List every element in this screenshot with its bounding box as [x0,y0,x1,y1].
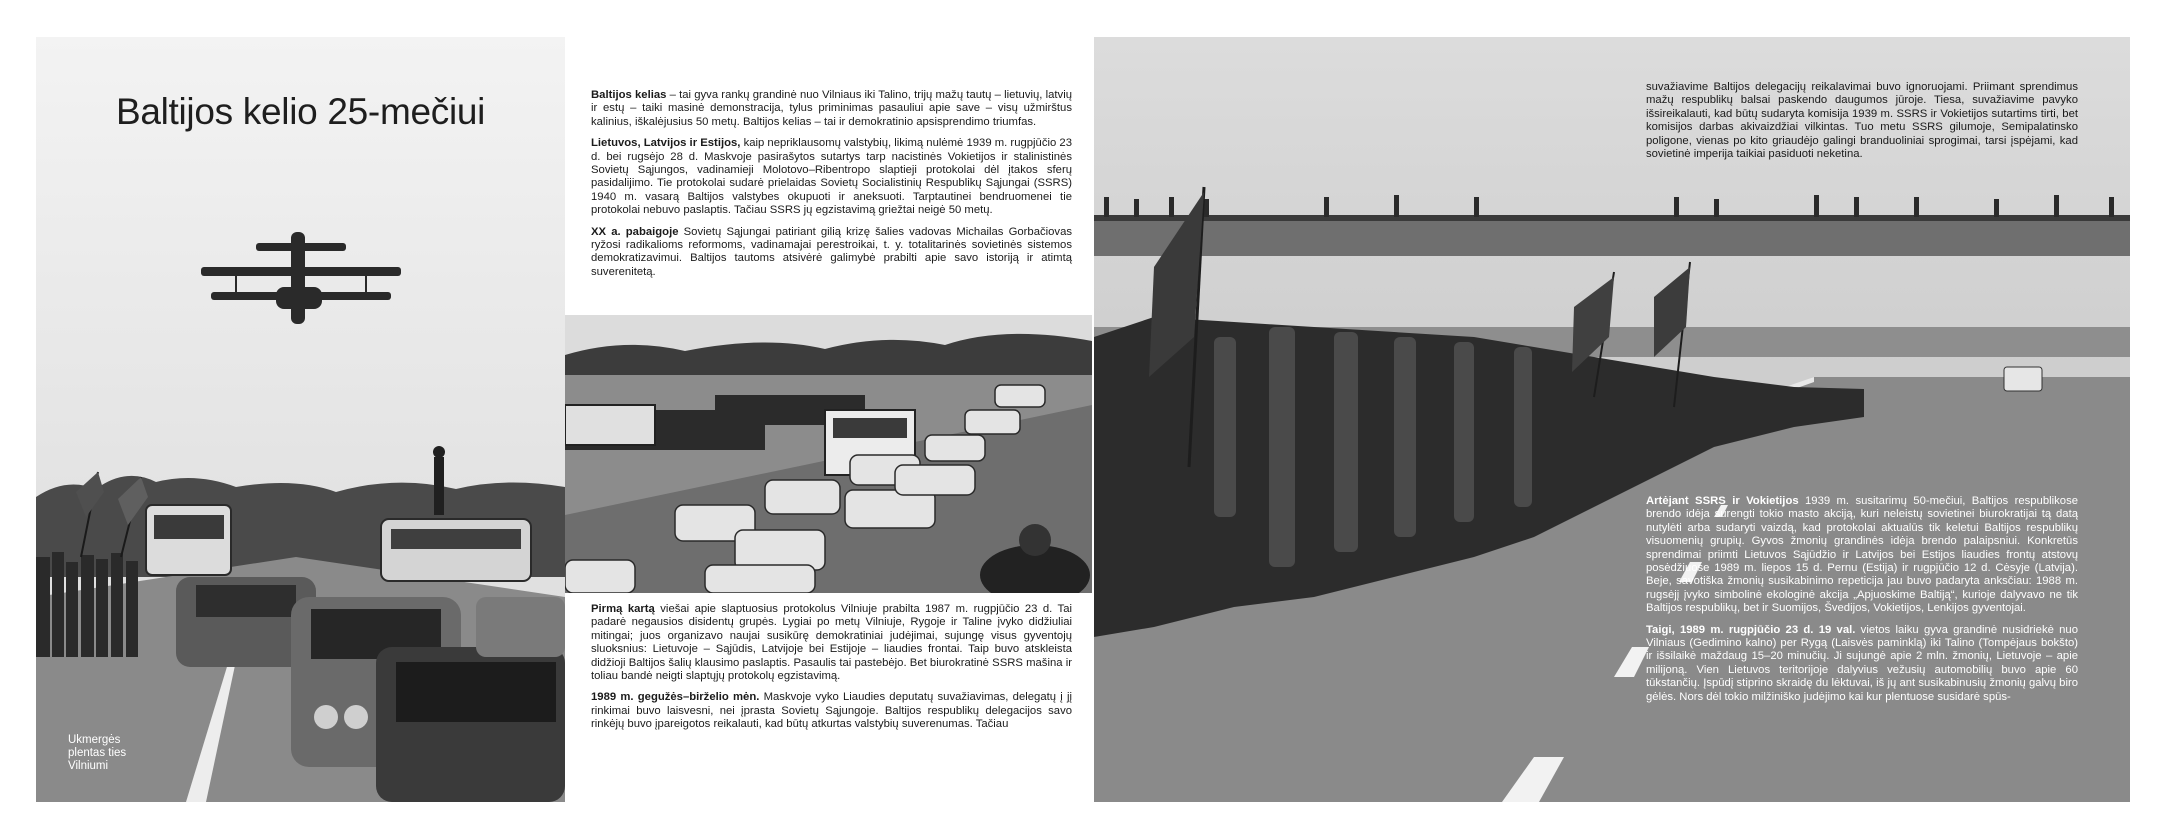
page-title: Baltijos kelio 25-mečiui [115,91,486,132]
paragraph [1646,624,2078,704]
paragraph [1646,495,2078,616]
paragraph [591,137,1072,217]
paragraph-lead: Lietuvos, Latvijos ir Estijos, [591,137,741,150]
paragraph [591,603,1072,683]
paragraph-text: Sovietų Sąjungai patiriant gilią krizę šalies vadovas Michailas Gorbačiovas ryžosi radikalioms reformoms, vadinamajai perestroikai, t. y. totalitarinės sovietinės sistemos demokratizavimui. Baltijos tautoms atsivėrė galimybė prabilti apie savo istoriją ir atimtą suverenitetą. [591,225,1072,278]
paragraph-text: 1939 m. susitarimų 50-mečiui, Baltijos respublikose brendo idėja surengti tokio masto akciją, kuri neleistų sovietinei biurokratijai tą datą nutylėti arba sudaryti vaizdą, kad protokolai aktualūs tik keletui Baltijos respublikų visuomenių grupių. Gyvos žmonių grandinės idėja brendo palaipsniui. Konkretūs sprendimai priimti Lietuvos Sąjūdžio ir Latvijos bei Estijos liaudies frontų atstovų posėdžiuose 1989 m. liepos 15 d. Pernu (Estija) ir rugpjūčio 12 d. Cėsyje (Latvija). Beje, savotiška žmonių susikabinimo repeticija jau buvo padaryta anksčiau: 1988 m. rugsėjį įvyko simbolinė ekologinė akcija „Apjuoskime Baltiją“, kurioje dalyvavo ne tik Baltijos respublikų, bet ir Suomijos, Švedijos, Vokietijos, Lenkijos gyventojai. [1646,495,2078,615]
paragraph-lead: Pirmą kartą [591,603,655,615]
paragraph [591,226,1072,280]
text-column-top [591,89,1072,287]
text-column-bottom [1646,495,2078,712]
paragraph-text: kaip nepriklausomų valstybių, likimą nulėmė 1939 m. rugpjūčio 23 d. bei rugsėjo 28 d. Maskvoje pasirašytos sutartys tarp nacistinės Vokietijos ir stalinistinės Sovietų Sąjungos, vadinamieji Molotovo–Ribentropo slaptieji protokolai dėl įtakos sferų pasidalijimo. Tie protokolai sudarė prielaidas Sovietų Socialistinių Respublikų Sąjungai (SSRS) 1940 m. vasarą Baltijos valstybes okupuoti ir aneksuoti. Tarptautinei bendruomenei tie protokolai nebuvo paslaptis. Tačiau SSRS jų egzistavimą griežtai neigė 50 metų. [591,137,1072,217]
paragraph-text: vietos laiku gyva grandinė nusidriekė nuo Vilniaus (Gedimino kalno) per Rygą (Laisvės paminklą) iki Talino (Tompėjaus bokšto) ir išsilaikė maždaug 15–20 minučių. Ji sujungė apie 2 mln. žmonių, Lietuvoje – apie milijoną. Vien Lietuvos teritorijoje dalyvius vežusių automobilių buvo apie 60 tūkstančių. Įspūdį stiprino skraidę du lėktuvai, iš jų ant susikabinusių žmonių galvų biro gėlės. Nors dėl tokio milžiniško judėjimo kai kur plentuose susidarė spūs- [1646,623,2078,703]
paragraph-text: – tai gyva rankų grandinė nuo Vilniaus iki Talino, trijų mažų tautų – lietuvių, latvių ir estų – taiki masinė demonstracija, tylus priminimas pasauliui apie save – visų užmirštus kalinius, iškalėjusius 50 metų. Baltijos kelias – tai ir demokratinio apsisprendimo triumfas. [591,89,1072,128]
right-page-photo [1094,37,2130,802]
paragraph-text: suvažiavime Baltijos delegacijų reikalavimai buvo ignoruojami. Priimant sprendimus mažų respublikų balsai paskendo daugumos jūroje. Tiesa, suvažiavime pavyko išsireikalauti, kad būtų sudaryta komisija 1939 m. SSRS ir Vokietijos sutartims tirti, bet komisijos darbas akivaizdžiai vilkintas. Tuo metu SSRS gilumoje, Semipalatinsko poligone, vienas po kito griaudėjo galingi branduoliniai sprogimai, tarsi įspėjami, kad sovietinė imperija taikiai pasiduoti neketina. [1646,81,2078,161]
text-column-top [1646,81,2078,169]
paragraph-lead: Baltijos kelias [591,89,667,101]
paragraph-lead: 1989 m. gegužės–birželio mėn. [591,691,760,704]
paragraph-text: viešai apie slaptuosius protokolus Vilniuje prabilta 1987 m. rugpjūčio 23 d. Tai padarė negausios disidentų grupės. Lygiai po metų Vilniuje, Rygoje ir Taline įvyko didžiuliai mitingai; juos organizavo naujai susikūrę demokratiniai judėjimai, sujungę visus gyventojų sluoksnius: Lietuvoje – Sąjūdis, Latvijoje bei Estijoje – liaudies frontai. Taip buvo atskleista didžioji Baltijos šalių klausimo paslaptis. Pasaulis tai pastebėjo. Bet biurokratinė SSRS mašina ir toliau bandė neigti slaptųjų protokolų egzistavimą. [591,603,1072,683]
paragraph [1646,81,2078,161]
photo-traffic-jam [565,315,1092,593]
paragraph-text: Maskvoje vyko Liaudies deputatų suvažiavimas, delegatų į jį rinkimai buvo laisvesni, nei įprasta Sovietų Sąjungoje. Baltijos respublikų delegacijos savo rinkėjų buvo įpareigotos reikalauti, kad būtų atkurtas valstybių suverenumas. Tačiau [591,691,1072,731]
caption-line: Vilniumi [68,760,109,772]
paragraph [591,89,1072,129]
photo-ukmerge-road [36,37,565,802]
caption-line: plentas ties [68,747,127,759]
left-page-photo [36,37,565,802]
paragraph-lead: Taigi, 1989 m. rugpjūčio 23 d. 19 val. [1646,623,1856,636]
text-column-bottom [591,603,1072,740]
paragraph-lead: Artėjant SSRS ir Vokietijos [1646,495,1799,507]
paragraph [591,691,1072,731]
photo-caption [68,734,148,773]
paragraph-lead: XX a. pabaigoje [591,225,679,238]
caption-line: Ukmergės [68,734,121,746]
middle-page [565,37,1092,802]
